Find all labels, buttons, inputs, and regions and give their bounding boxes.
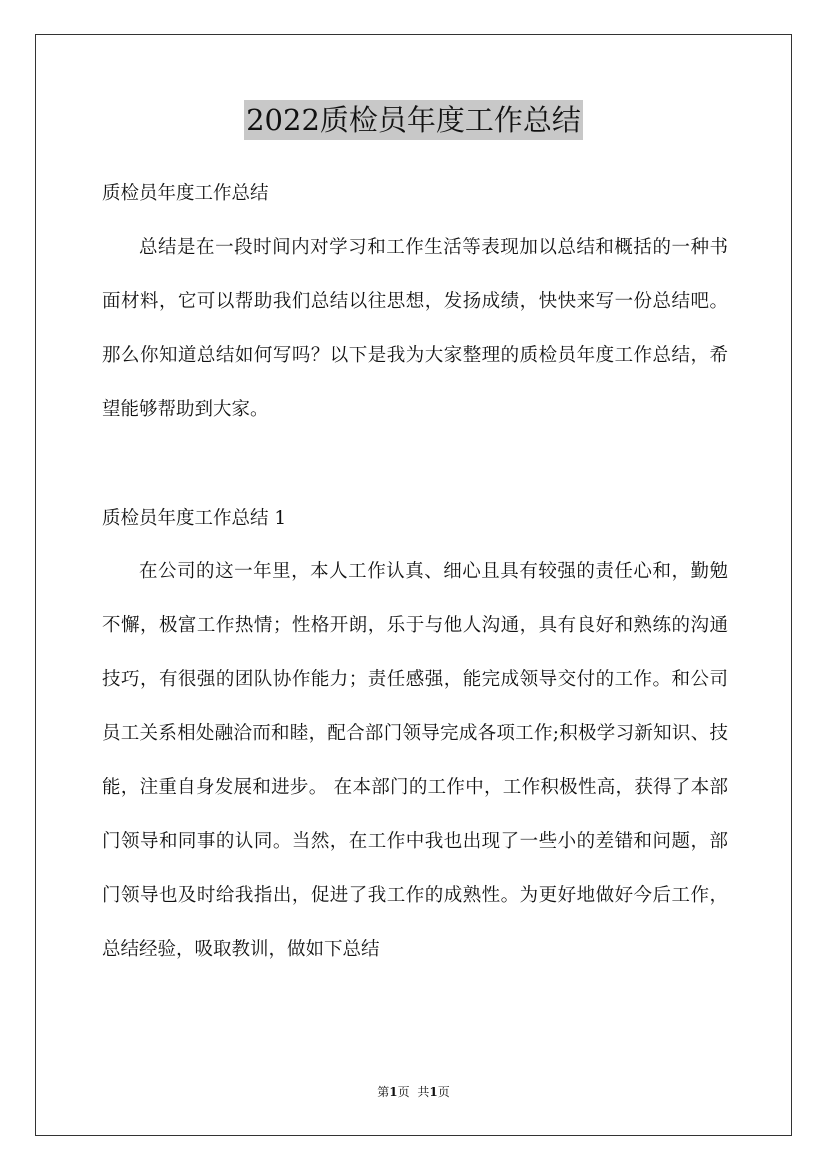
section-heading: 质检员年度工作总结 1 (102, 508, 287, 529)
page-total: 1 (429, 1085, 438, 1099)
title-container (0, 100, 827, 140)
page-number: 1 (389, 1085, 398, 1099)
section-paragraph: 在公司的这一年里，本人工作认真、细心且具有较强的责任心和，勤勉不懈，极富工作热情；性格开朗，乐于与他人沟通，具有良好和熟练的沟通技巧，有很强的团队协作能力；责任感强，能完成领导交付的工作。和公司员工关系相处融洽而和睦，配合部门领导完成各项工作;积极学习新知识、技能，注重自身发展和进步。 在本部门的工作中，工作积极性高，获得了本部门领导和同事的认同。当然，在工作中我也出现了一些小的差错和问题，部门领导也及时给我指出，促进了我工作的成熟性。为更好地做好今后工作，总结经验，吸取教训，做如下总结 (102, 561, 728, 960)
total-prefix: 共 (417, 1085, 430, 1099)
document-title: 2022质检员年度工作总结 (244, 100, 583, 140)
page-suffix: 页 (397, 1085, 410, 1099)
total-suffix: 页 (437, 1085, 450, 1099)
document-subtitle: 质检员年度工作总结 (102, 183, 269, 204)
page-prefix: 第 (377, 1085, 390, 1099)
intro-paragraph: 总结是在一段时间内对学习和工作生活等表现加以总结和概括的一种书面材料，它可以帮助我们总结以往思想，发扬成绩，快快来写一份总结吧。那么你知道总结如何写吗？以下是我为大家整理的质检员年度工作总结，希望能够帮助到大家。 (102, 237, 728, 420)
page-footer (0, 1083, 827, 1101)
